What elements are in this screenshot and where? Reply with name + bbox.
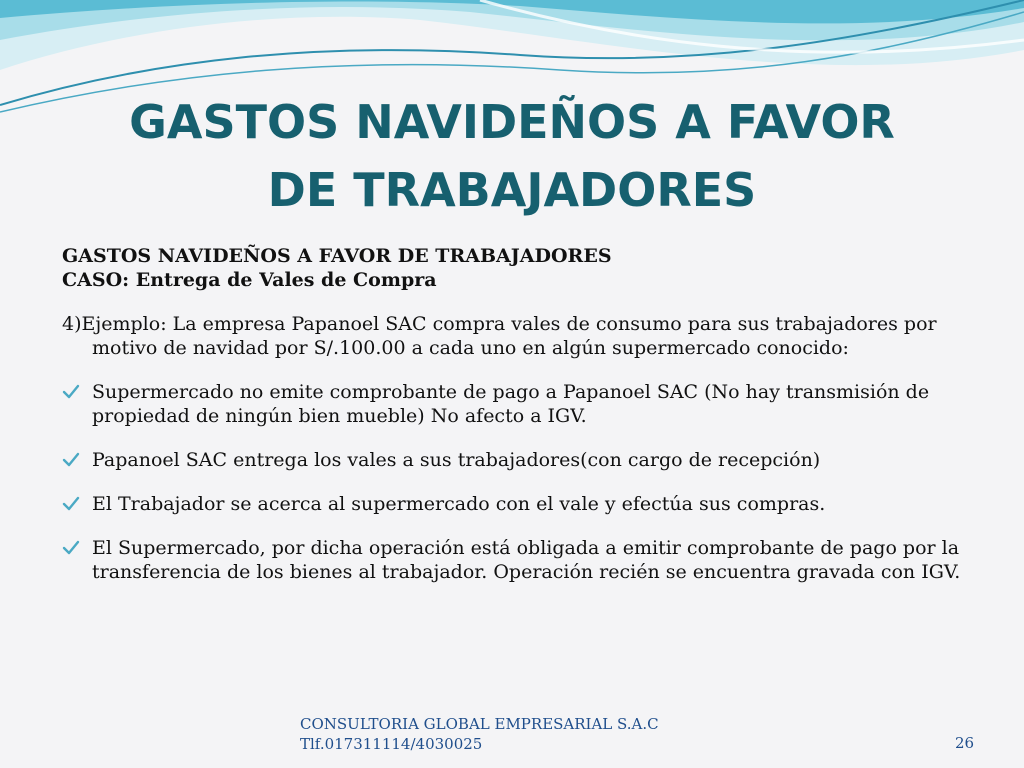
section-heading: GASTOS NAVIDEÑOS A FAVOR DE TRABAJADORES <box>62 245 612 267</box>
check-icon <box>62 495 80 513</box>
bullet-text: Papanoel SAC entrega los vales a sus trabajadores(con cargo de recepción) <box>92 449 821 471</box>
bullet-text: Supermercado no emite comprobante de pago a Papanoel SAC (No hay transmisión de propiedad de ningún bien mueble) No afecto a IGV. <box>92 381 930 427</box>
bullet-item <box>62 380 962 428</box>
footer <box>300 714 659 754</box>
slide-body <box>62 244 962 584</box>
bullet-item <box>62 536 962 584</box>
page-number: 26 <box>955 734 975 752</box>
check-icon <box>62 451 80 469</box>
slide-title <box>0 88 1024 224</box>
bullet-item <box>62 448 962 472</box>
title-line-2: DE TRABAJADORES <box>267 163 757 217</box>
example-paragraph: 4)Ejemplo: La empresa Papanoel SAC compra vales de consumo para sus trabajadores por motivo de navidad por S/.100.00 a cada uno en algún supermercado conocido: <box>62 313 937 359</box>
footer-company: CONSULTORIA GLOBAL EMPRESARIAL S.A.C <box>300 715 659 733</box>
check-icon <box>62 539 80 557</box>
bullet-item <box>62 492 962 516</box>
title-line-1: GASTOS NAVIDEÑOS A FAVOR <box>129 95 895 149</box>
bullet-text: El Supermercado, por dicha operación está obligada a emitir comprobante de pago por la transferencia de los bienes al trabajador. Operación recién se encuentra gravada con IGV. <box>92 537 961 583</box>
case-heading: CASO: Entrega de Vales de Compra <box>62 269 437 291</box>
footer-phone: Tlf.017311114/4030025 <box>300 735 483 753</box>
bullet-text: El Trabajador se acerca al supermercado con el vale y efectúa sus compras. <box>92 493 826 515</box>
check-icon <box>62 383 80 401</box>
